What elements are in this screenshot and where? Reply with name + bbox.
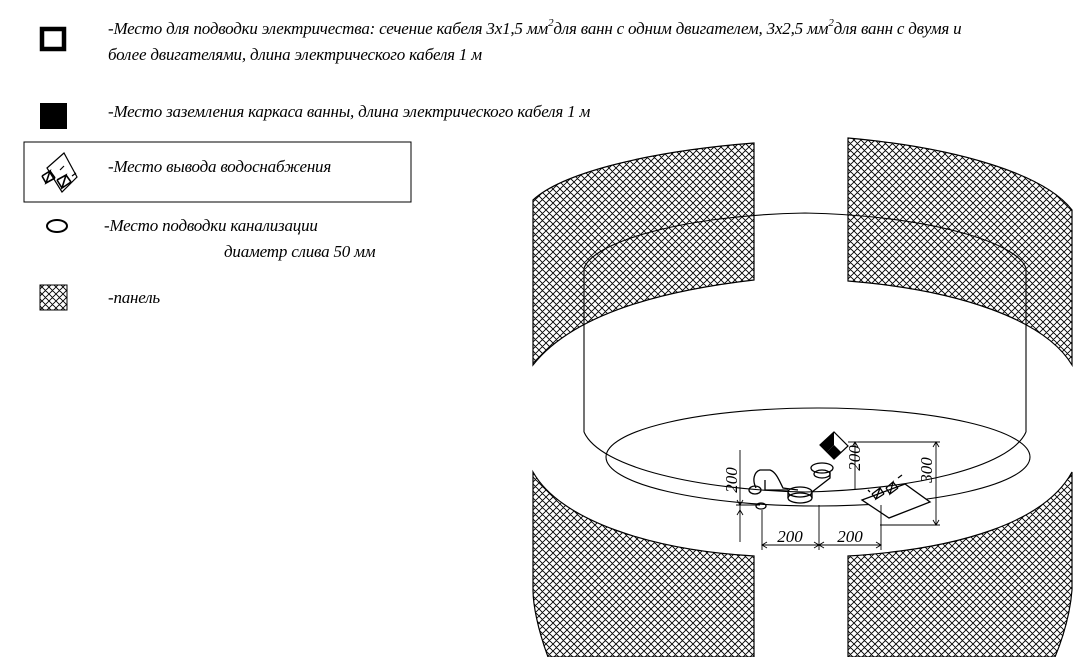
legend-electric-sup1: 2 xyxy=(548,17,554,29)
hollow-square-icon xyxy=(42,29,64,49)
crosshatch-panel-icon xyxy=(40,285,67,310)
panel-bottom-left xyxy=(533,472,754,657)
legend-drain-line2: диаметр слива 50 мм xyxy=(224,242,376,261)
legend-drain-line1: -Место подводки канализации xyxy=(104,216,318,235)
dim-horizontal-left: 200 xyxy=(777,527,803,546)
panel-top-right xyxy=(848,138,1072,365)
legend-electric-text-c: для ванн с двумя и xyxy=(833,19,962,38)
water-legend-box xyxy=(24,142,411,202)
ellipse-icon xyxy=(47,220,67,232)
legend-water-text: -Место вывода водоснабжения xyxy=(108,157,332,176)
legend-electric-sup2: 2 xyxy=(828,17,834,29)
legend-ground-text: -Место заземления каркаса ванны, длина электрического кабеля 1 м xyxy=(108,102,591,121)
legend-panel-text: -панель xyxy=(108,288,160,307)
dim-horizontal-right: 200 xyxy=(837,527,863,546)
legend-electric-text-a: -Место для подводки электричества: сечение кабеля 3х1,5 мм xyxy=(108,19,549,38)
water-outlet-icon xyxy=(42,153,77,192)
dim-water-height: 300 xyxy=(917,457,936,483)
dim-ground-height: 200 xyxy=(845,445,864,471)
panel-top-left xyxy=(533,143,754,365)
filled-square-icon xyxy=(40,103,67,129)
legend-electric-text-b: для ванн с одним двигателем, 3х2,5 мм xyxy=(553,19,829,38)
dim-drain-height: 200 xyxy=(722,467,741,493)
ground-point-marker xyxy=(820,432,848,459)
legend-electric-line2: более двигателями, длина электрического кабеля 1 м xyxy=(108,45,482,64)
drain-fitting xyxy=(749,463,833,509)
